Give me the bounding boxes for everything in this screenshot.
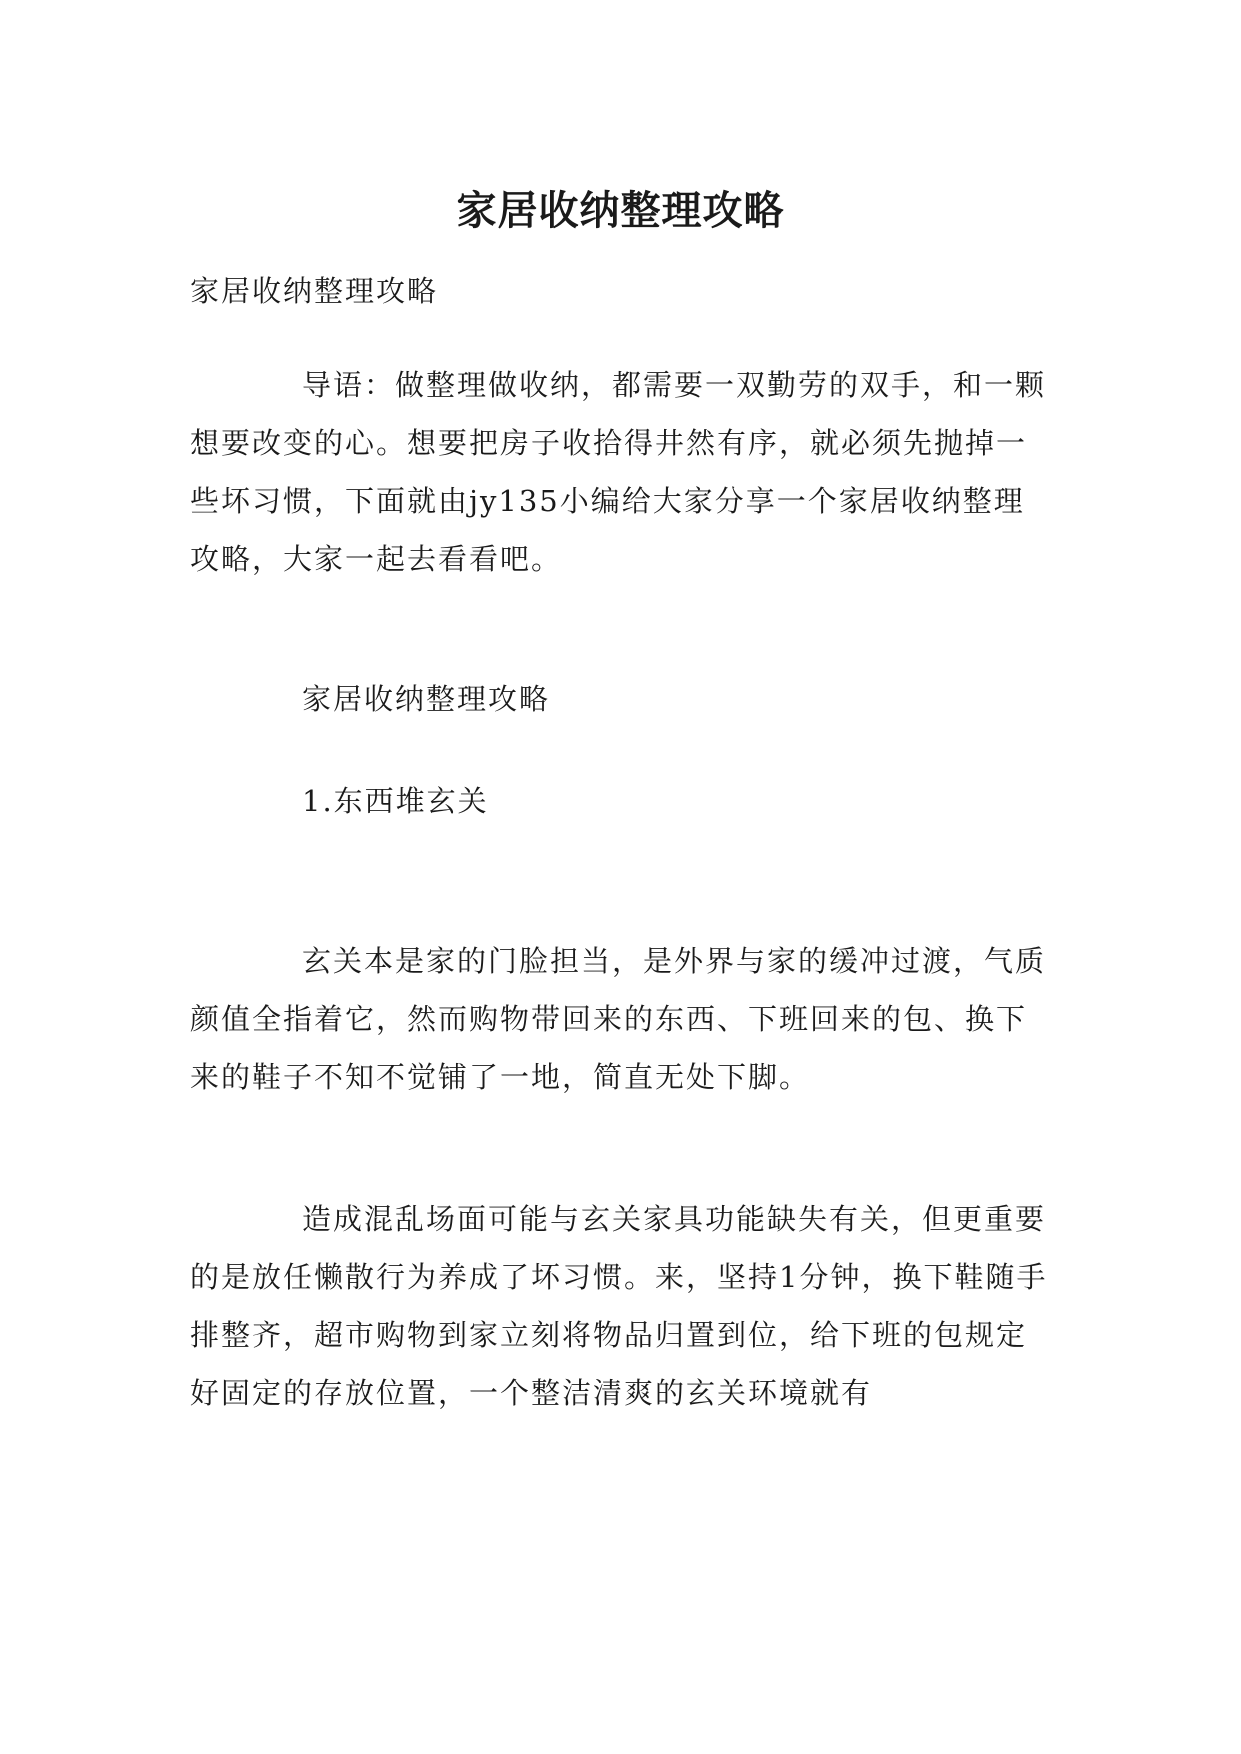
body-paragraph-1: 玄关本是家的门脸担当，是外界与家的缓冲过渡，气质颜值全指着它，然而购物带回来的东西、下班回来的包、换下来的鞋子不知不觉铺了一地，简直无处下脚。 bbox=[190, 944, 1047, 1094]
document-subtitle: 家居收纳整理攻略 bbox=[190, 274, 439, 308]
section-heading: 家居收纳整理攻略 bbox=[302, 682, 551, 716]
intro-paragraph: 导语：做整理做收纳，都需要一双勤劳的双手，和一颗想要改变的心。想要把房子收拾得井然有序，就必须先抛掉一些坏习惯，下面就由jy135小编给大家分享一个家居收纳整理攻略，大家一起去看看吧。 bbox=[190, 368, 1047, 576]
page-title: 家居收纳整理攻略 bbox=[456, 186, 785, 234]
item-heading: 1.东西堆玄关 bbox=[302, 784, 489, 818]
body-paragraph-2: 造成混乱场面可能与玄关家具功能缺失有关，但更重要的是放任懒散行为养成了坏习惯。来，坚持1分钟，换下鞋随手排整齐，超市购物到家立刻将物品归置到位，给下班的包规定好固定的存放位置，一个整洁清爽的玄关环境就有 bbox=[190, 1202, 1048, 1410]
